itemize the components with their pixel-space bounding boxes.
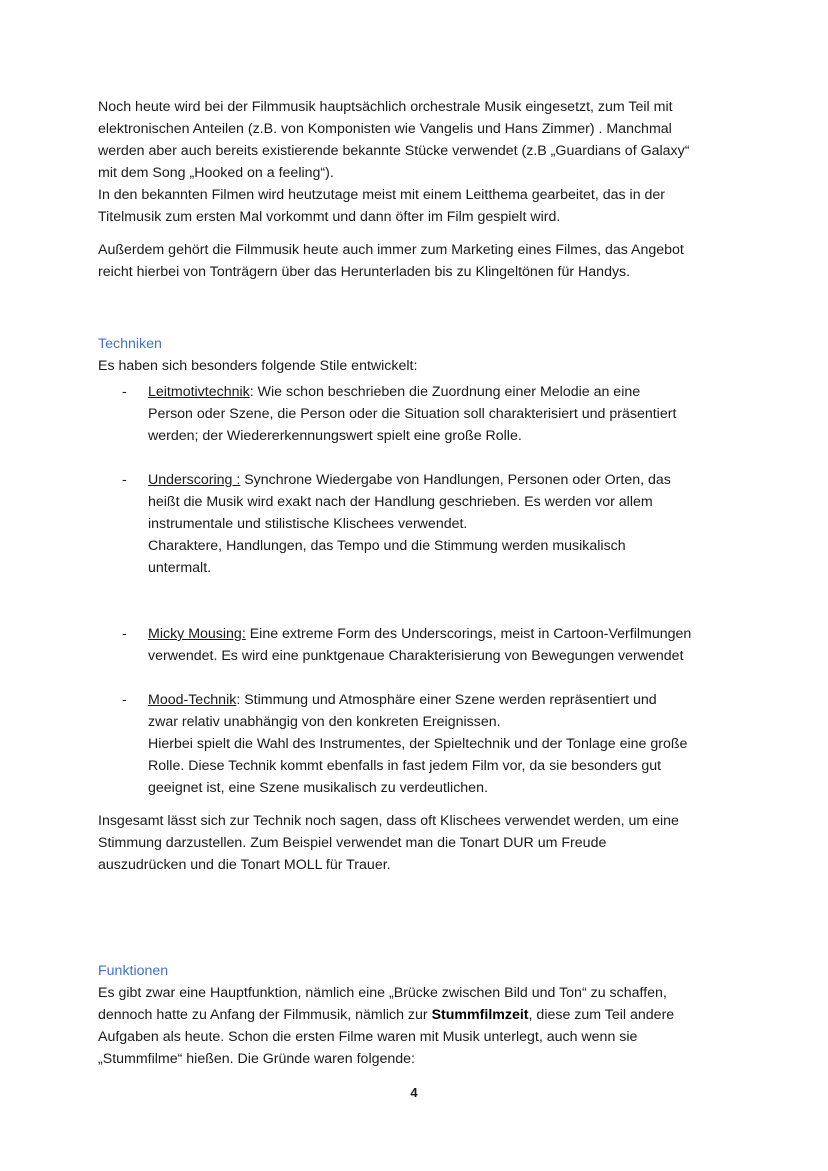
text-line: instrumentale und stilistische Klischees verwendet. — [148, 516, 468, 532]
term-underscoring: Underscoring : — [148, 472, 241, 488]
text-line: werden aber auch bereits existierende bekannte Stücke verwendet (z.B „Guardians of Galaxy“ — [98, 143, 690, 159]
bold-term-stummfilmzeit: Stummfilmzeit — [431, 1007, 529, 1023]
text-line: „Stummfilme“ hießen. Die Gründe waren folgende: — [98, 1051, 415, 1067]
bullet-dash: - — [122, 626, 127, 642]
spacer — [98, 799, 738, 810]
list-item-underscoring — [98, 469, 738, 579]
spacer — [98, 579, 738, 623]
text-line: untermalt. — [148, 560, 212, 576]
term-mood-technik: Mood-Technik — [148, 692, 237, 708]
page-number: 4 — [410, 1085, 418, 1100]
text-line: Eine extreme Form des Underscorings, meist in Cartoon-Verfilmungen — [245, 626, 692, 642]
text-line: In den bekannten Filmen wird heutzutage meist mit einem Leitthema gearbeitet, das in der — [98, 187, 666, 203]
text-line: , diese zum Teil andere — [528, 1007, 675, 1023]
intro-paragraph-1 — [98, 96, 738, 228]
list-item-micky-mousing — [98, 623, 738, 667]
text-line: Außerdem gehört die Filmmusik heute auch immer zum Marketing eines Filmes, das Angebot — [98, 242, 684, 258]
text-line: Charaktere, Handlungen, das Tempo und die Stimmung werden musikalisch — [148, 538, 626, 554]
text-line: Es gibt zwar eine Hauptfunktion, nämlich eine „Brücke zwischen Bild und Ton“ zu schaffen, — [98, 985, 667, 1001]
spacer — [98, 228, 738, 239]
text-line: Aufgaben als heute. Schon die ersten Filme waren mit Musik unterlegt, auch wenn sie — [98, 1029, 638, 1045]
spacer — [98, 283, 738, 333]
text-line: Insgesamt lässt sich zur Technik noch sagen, dass oft Klischees verwendet werden, um eine — [98, 813, 679, 829]
techniken-summary — [98, 810, 738, 876]
list-item-leitmotivtechnik — [98, 381, 738, 447]
techniques-list — [98, 381, 738, 799]
text-line: mit dem Song „Hooked on a feeling“). — [98, 165, 334, 181]
text-line: Stimmung darzustellen. Zum Beispiel verwendet man die Tonart DUR um Freude — [98, 835, 607, 851]
section-heading-funktionen: Funktionen — [98, 963, 169, 979]
text-line: : Stimmung und Atmosphäre einer Szene werden repräsentiert und — [236, 692, 657, 708]
text-line: zwar relativ unabhängig von den konkreten Ereignissen. — [148, 714, 501, 730]
text-line: elektronischen Anteilen (z.B. von Komponisten wie Vangelis und Hans Zimmer) . Manchmal — [98, 121, 672, 137]
text-line: werden; der Wiedererkennungswert spielt eine große Rolle. — [148, 428, 522, 444]
text-line: Person oder Szene, die Person oder die Situation soll charakterisiert und präsentiert — [148, 406, 677, 422]
bullet-dash: - — [122, 692, 127, 708]
text-line: Rolle. Diese Technik kommt ebenfalls in fast jedem Film vor, da sie besonders gut — [148, 758, 662, 774]
list-item-mood-technik — [98, 689, 738, 799]
text-line: : Wie schon beschrieben die Zuordnung einer Melodie an eine — [249, 384, 641, 400]
text-line: Titelmusik zum ersten Mal vorkommt und dann öfter im Film gespielt wird. — [98, 209, 561, 225]
text-line: heißt die Musik wird exakt nach der Handlung geschrieben. Es werden vor allem — [148, 494, 653, 510]
text-line: geeignet ist, eine Szene musikalisch zu verdeutlichen. — [148, 780, 488, 796]
bullet-dash: - — [122, 472, 127, 488]
section-heading-techniken: Techniken — [98, 336, 162, 352]
text-line: reicht hierbei von Tonträgern über das Herunterladen bis zu Klingeltönen für Handys. — [98, 264, 631, 280]
term-leitmotivtechnik: Leitmotivtechnik — [148, 384, 250, 400]
spacer — [98, 876, 738, 960]
bullet-dash: - — [122, 384, 127, 400]
text-line: verwendet. Es wird eine punktgenaue Charakterisierung von Bewegungen verwendet — [148, 648, 684, 664]
funktionen-paragraph — [98, 982, 738, 1070]
term-micky-mousing: Micky Mousing: — [148, 626, 246, 642]
spacer — [98, 667, 738, 689]
text-line: Noch heute wird bei der Filmmusik hauptsächlich orchestrale Musik eingesetzt, zum Teil mit — [98, 99, 673, 115]
spacer — [98, 447, 738, 469]
text-line: auszudrücken und die Tonart MOLL für Trauer. — [98, 857, 391, 873]
text-line: Synchrone Wiedergabe von Handlungen, Personen oder Orten, das — [240, 472, 671, 488]
text-line: dennoch hatte zu Anfang der Filmmusik, nämlich zur — [98, 1007, 432, 1023]
document-page — [98, 96, 738, 1070]
techniken-lead: Es haben sich besonders folgende Stile entwickelt: — [98, 358, 418, 374]
intro-paragraph-2 — [98, 239, 738, 283]
text-line: Hierbei spielt die Wahl des Instrumentes, der Spieltechnik und der Tonlage eine große — [148, 736, 688, 752]
